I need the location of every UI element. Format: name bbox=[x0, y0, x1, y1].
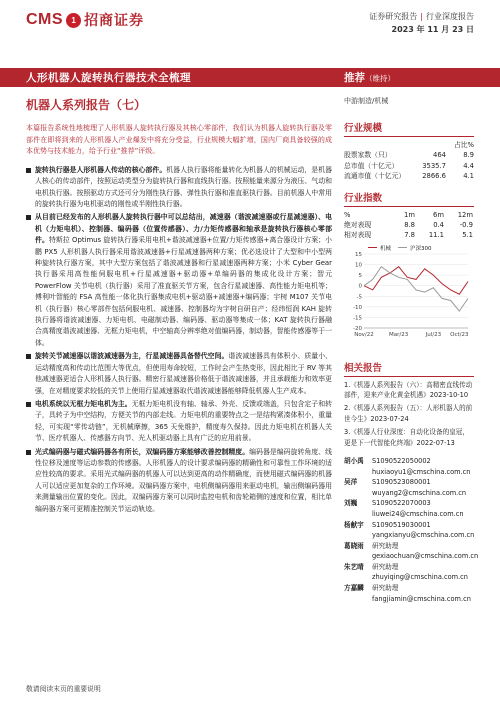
industry-index-title: 行业指数 bbox=[344, 190, 474, 207]
perf-value: 0.4 bbox=[433, 220, 444, 229]
perf-row-label: 相对表现 bbox=[344, 230, 372, 239]
report-title: 机器人系列报告（七） bbox=[26, 98, 147, 112]
scale-row bbox=[344, 171, 474, 182]
scale-row-pct: 4.1 bbox=[463, 172, 474, 180]
related-reports-title: 相关报告 bbox=[344, 360, 474, 377]
scale-row bbox=[344, 161, 474, 172]
perf-value: 8.8 bbox=[404, 220, 415, 229]
x-tick-label: Nov/22 bbox=[354, 331, 374, 338]
perf-col-1m: 1m bbox=[404, 210, 415, 219]
bullet-text: 无框力矩电机没有轴、轴承、外壳、反馈或端盖，只包含定子和转子，具转子为中空结构，方便关节的内部走线。力矩电机的重要特点之一是结构紧凑体积小，重量轻，可实现“零传动链”，无机械摩擦，365 天免维护，精度寿久保持。因此力矩电机在机器人关节、医疗机器人、传感器方向节、光人机驱动器上具有广泛的应用前景。 bbox=[35, 399, 332, 443]
legend-swatch-hs300 bbox=[398, 247, 407, 249]
bullet-square-icon bbox=[26, 354, 31, 359]
analyst-entry bbox=[344, 583, 474, 594]
perf-row-label: 绝对表现 bbox=[344, 220, 372, 229]
analyst-name: 朱艺晴 bbox=[344, 562, 364, 571]
industry-label: 中游制造/机械 bbox=[344, 97, 389, 105]
header-meta: 证券研究报告 | 行业深度报告 2023 年 11 月 23 日 bbox=[369, 12, 474, 34]
analyst-name: 吴洋 bbox=[344, 478, 358, 487]
analyst-role: 研究助理 bbox=[372, 541, 399, 550]
bullet-lead: 旋转执行器是人形机器人传动的核心部件。 bbox=[35, 165, 167, 174]
scale-row-label: 股票家数（只） bbox=[344, 151, 392, 159]
scale-row-value: 3535.7 bbox=[422, 161, 446, 170]
x-tick-label: Jul/23 bbox=[425, 331, 442, 338]
analyst-reg: S1090522070003 bbox=[372, 499, 431, 508]
scale-row-value: 2866.6 bbox=[422, 172, 446, 180]
bullet-item bbox=[26, 165, 332, 211]
analyst-reg: S1090522050002 bbox=[372, 456, 431, 465]
report-kind: 行业深度报告 bbox=[426, 12, 474, 21]
perf-row bbox=[344, 220, 474, 230]
analyst-name: 刘巍 bbox=[344, 499, 358, 508]
index-chart-svg bbox=[344, 244, 474, 340]
perf-value: 5.1 bbox=[462, 230, 473, 239]
analyst-entry bbox=[344, 456, 474, 467]
analyst-email[interactable]: huxiaoyu1@cmschina.com.cn bbox=[372, 467, 471, 476]
bullet-lead: 光式编码器与磁式编码器各有所长，双编码器方案能够改善控制精度。 bbox=[35, 447, 250, 456]
analyst-name: 杨献宇 bbox=[344, 520, 364, 529]
legend-label-machinery: 机械 bbox=[380, 245, 392, 252]
legend-label-hs300: 沪深300 bbox=[410, 245, 432, 252]
bullet-list bbox=[26, 165, 332, 515]
related-report-item[interactable]: 1.《机器人系列报告（六）：高精密直线传动部件，迎来产业化黄金机遇》2023-10-10 bbox=[344, 380, 473, 399]
related-report-item[interactable]: 3.《机器人行业深度：自动化设备的皇冠，更是下一代智能化终端》2022-07-13 bbox=[344, 428, 469, 447]
scale-unit: 占比% bbox=[453, 141, 474, 149]
analyst-email[interactable]: liuwei24@cmschina.com.cn bbox=[372, 509, 464, 518]
bullet-item bbox=[26, 351, 332, 397]
chart-legend bbox=[368, 244, 432, 252]
logo-badge-icon: 1 bbox=[66, 13, 81, 28]
y-tick-label: -5 bbox=[356, 293, 362, 300]
analyst-name: 胡小禹 bbox=[344, 456, 364, 465]
bullet-square-icon bbox=[26, 450, 31, 455]
bullet-square-icon bbox=[26, 215, 31, 220]
report-date: 2023 年 11 月 23 日 bbox=[391, 25, 474, 34]
legend-swatch-machinery bbox=[368, 247, 377, 249]
bullet-text: 编码器是编码旋转角度、线性位移及速度等运动参数的传感器。人形机器人的设计要求编码器的精确性和可靠性工作环境的适应性较高的要求。采用光式编码器的机器人可以达到更高的动作精确度，而使用磁式编码器的机器人可以适应更加复杂的工作环境。双编码器方案中，电机侧编码器用来驱动电机，输出侧编码器用来测量输出位置的变化。因此，双编码器方案可以同时监控电机和齿轮箱侧的速度和位置，相比单编码器方案可更精准控制关节运动轨迹。 bbox=[35, 447, 333, 513]
bullet-lead: 从目前已经发布的人形机器人旋转执行器中可以总结出，减速器（谐波减速器或行星减速器）、电机（力矩电机）、控制器、编码器（位置传感器）、力/力矩传感器和轴承是旋转执行器核心零部件。 bbox=[35, 213, 332, 245]
report-type: 证券研究报告 bbox=[369, 12, 418, 21]
y-tick-label: 5 bbox=[358, 272, 362, 279]
bullet-square-icon bbox=[26, 168, 31, 173]
scale-row-pct: 8.9 bbox=[463, 151, 474, 159]
main-content bbox=[26, 96, 332, 517]
analyst-entry bbox=[344, 477, 474, 488]
analyst-reg: S1090523080001 bbox=[372, 478, 431, 487]
perf-value: 11.1 bbox=[428, 230, 444, 239]
analyst-name: 方嘉麟 bbox=[344, 584, 364, 593]
perf-value: -0.9 bbox=[459, 220, 473, 229]
analyst-list bbox=[344, 456, 479, 604]
y-tick-label: -10 bbox=[353, 304, 362, 311]
bullet-text: 谐波减速器具有体积小、质量小、运动精度高和传动比范围大等优点，但使用寿命较短，工作时会产生热变形，因此相比于 RV 等其他减速器更适合人形机器人执行器。精密行星减速器价格低于谐波减速器，并且承载能力和效率更强，在对精度要求较低的关节上使用行星减速器取代谐波减速器能够降低机器人生产成本。 bbox=[35, 352, 332, 395]
analyst-entry bbox=[344, 498, 474, 509]
x-tick-label: Oct/23 bbox=[450, 331, 469, 338]
scale-row-label: 流通市值（十亿元） bbox=[344, 172, 406, 180]
analyst-email[interactable]: yangxianyu@cmschina.com.cn bbox=[372, 531, 475, 540]
banner-title: 人形机器人旋转执行器技术全梳理 bbox=[26, 72, 191, 84]
index-chart bbox=[344, 244, 474, 340]
bullet-lead: 电机系统以无框力矩电机为主。 bbox=[35, 399, 132, 408]
x-tick-label: Mar/23 bbox=[389, 331, 409, 338]
analyst-entry bbox=[344, 541, 474, 552]
scale-row bbox=[344, 150, 474, 161]
logo-latin: CMS bbox=[26, 11, 64, 28]
perf-value: 7.8 bbox=[404, 230, 415, 239]
perf-col-12m: 12m bbox=[457, 210, 473, 219]
company-logo bbox=[26, 10, 144, 30]
series-line-1 bbox=[364, 266, 468, 310]
analyst-entry bbox=[344, 562, 474, 573]
perf-col-6m: 6m bbox=[433, 210, 444, 219]
bullet-item bbox=[26, 399, 332, 445]
rating-note: （维持） bbox=[365, 74, 395, 83]
scale-row-value: 464 bbox=[433, 151, 446, 159]
scale-row-label: 总市值（十亿元） bbox=[344, 161, 399, 170]
bullet-item bbox=[26, 447, 332, 515]
y-tick-label: -20 bbox=[353, 325, 362, 332]
y-tick-label: -15 bbox=[353, 314, 362, 321]
bullet-text: 特斯拉 Optimus 旋转执行器采用电机+谐波减速器+位置/力矩传感器+离合器设计方案；小鹏 PX5 人形机器人执行器采用谐波减速器+行星减速器两种方案；优必选设计了大型和中小型两种旋转执行器方案，其中大型方案包括了谐波减速器和行星减速器两种方案；小米 Cyber Gear 执行器采用高性能伺服电机+行星减速器+驱动器+单编码器的集成化设计方案；智元 PowerFlow 关节电机（执行器）采用了准直驱关节方案，包含行星减速器、高性能力矩电机等；傅利叶智能的 FSA 高性能一体化执行器集成电机+驱动器+减速器+编码器；宇树 M107 关节电机（执行器）核心零部件包括伺服电机、减速器、控制器均为宇树自研自产；经纬恒润 KAH 旋转执行器将谐波减速器、力矩电机、电磁制动器、编码器、驱动器等集成一体；KAT 旋转执行器融合高精度谐波减速器、无框力矩电机，中空轴高分辨率绝对值编码器，制动器，智能传感器等于一体。 bbox=[35, 236, 332, 347]
industry-scale-title: 行业规模 bbox=[344, 120, 474, 137]
title-banner bbox=[0, 68, 500, 87]
analyst-name: 葛晓雨 bbox=[344, 541, 364, 550]
analyst-reg: S1090519030001 bbox=[372, 520, 431, 529]
footer-note: 敬请阅读末页的重要说明 bbox=[26, 685, 101, 693]
analyst-role: 研究助理 bbox=[372, 584, 399, 593]
y-tick-label: 0 bbox=[358, 283, 362, 290]
bullet-text: 机器人执行器将能量转化为机器人的机械运动，是机器人核心的传动部件，按照运动类型分为旋转执行器和直线执行器。按照能量来源分为液压、气动和电机执行器。按照驱动方式还可分为刚性执行器、弹性执行器和准直驱执行器。目前机器人中常用的旋转执行器为电机驱动的刚性或半刚性执行器。 bbox=[35, 165, 333, 208]
bullet-lead: 旋转关节减速器以谐波减速器为主，行星减速器具备替代空间。 bbox=[35, 352, 229, 361]
analyst-email[interactable]: gexiaochuan@cmschina.com.cn bbox=[372, 552, 479, 561]
rating-value: 推荐 bbox=[344, 72, 365, 84]
y-tick-label: 10 bbox=[355, 262, 362, 269]
analyst-entry bbox=[344, 520, 474, 531]
abstract: 本篇报告系统性地梳理了人形机器人旋转执行器及其核心零部件，我们认为机器人旋转执行器及零部件在即将到来的人形机器人产业爆发中将充分受益，行业规模大幅扩增，国内厂商具备较强的成本优势与技术能力，给予行业“推荐”评级。 bbox=[26, 124, 332, 156]
analyst-email[interactable]: wuyang2@cmschina.com.cn bbox=[372, 488, 467, 497]
perf-unit: % bbox=[344, 210, 351, 219]
y-tick-label: 15 bbox=[355, 251, 362, 258]
sidebar bbox=[344, 96, 479, 604]
perf-header-row bbox=[344, 210, 474, 220]
perf-row bbox=[344, 230, 474, 240]
logo-chinese: 招商证券 bbox=[84, 13, 145, 29]
bullet-item bbox=[26, 212, 332, 349]
analyst-email[interactable]: zhuyiqing@cmschina.com.cn bbox=[372, 573, 468, 582]
analyst-role: 研究助理 bbox=[372, 562, 399, 571]
rating bbox=[344, 70, 395, 85]
related-report-item[interactable]: 2.《机器人系列报告（五）：人形机器人的前世今生》2023-07-24 bbox=[344, 404, 473, 423]
scale-row-pct: 4.4 bbox=[463, 161, 474, 170]
bullet-square-icon bbox=[26, 402, 31, 407]
analyst-email[interactable]: fangjiamin@cmschina.com.cn bbox=[372, 594, 471, 603]
